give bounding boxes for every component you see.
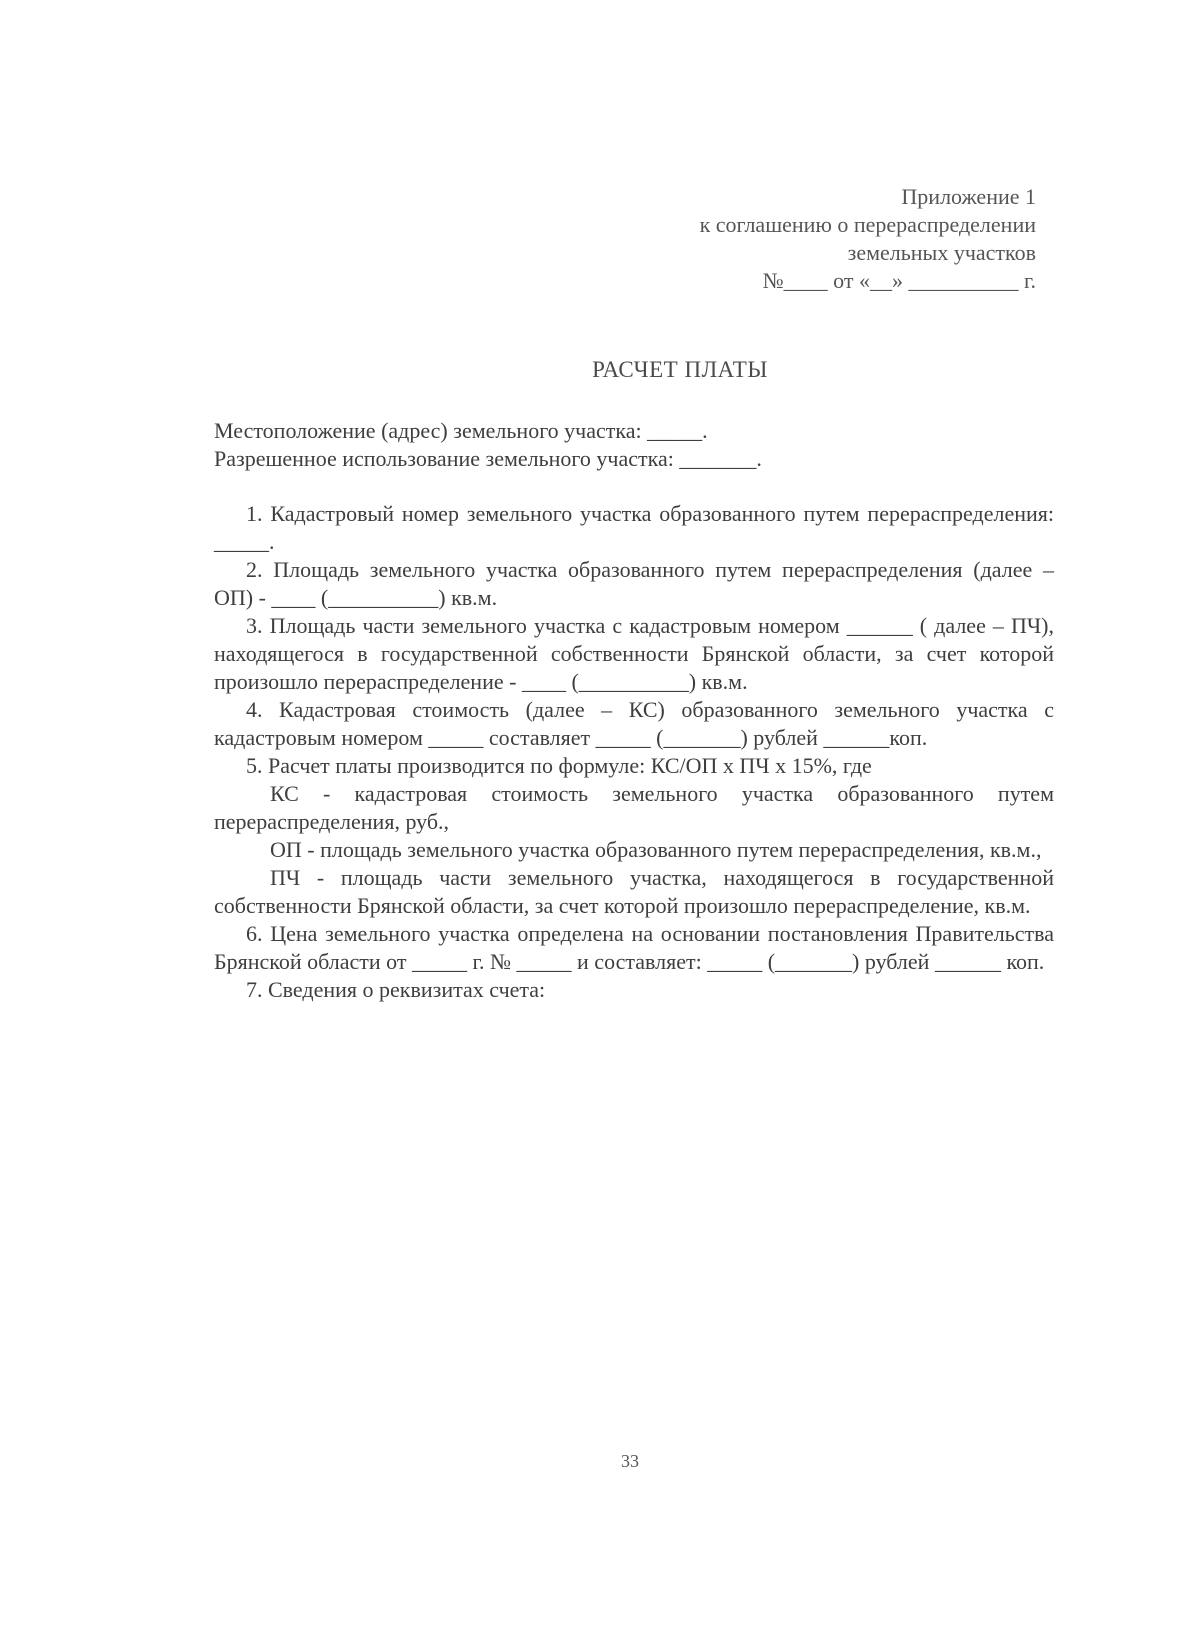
item-account-details: 7. Сведения о реквизитах счета: xyxy=(246,977,546,1002)
item-cadastral-value: 4. Кадастровая стоимость (далее – КС) образованного земельного участка с кадастровым номером _____ составляет _____ (_______) рублей ______коп. xyxy=(214,697,1054,750)
item-price: 6. Цена земельного участка определена на основании постановления Правительства Брянской области от _____ г. № _____ и составляет: _____ (_______) рублей ______ коп. xyxy=(214,921,1054,974)
definition-ks: КС - кадастровая стоимость земельного участка образованного путем перераспределения, руб., xyxy=(214,781,1054,834)
location-usage: Разрешенное использование земельного участка: _______. xyxy=(214,446,762,471)
annex-reference: к соглашению о перераспределении xyxy=(699,212,1036,237)
annex-header xyxy=(700,183,1036,295)
calculation-items xyxy=(214,500,1054,1004)
definition-pch: ПЧ - площадь части земельного участка, находящегося в государственной собственности Брянской области, за счет которой произошло перераспределение, кв.м. xyxy=(214,865,1054,918)
item-area-op: 2. Площадь земельного участка образованного путем перераспределения (далее – ОП) - ____ (__________) кв.м. xyxy=(214,557,1054,610)
item-cadastral-number: 1. Кадастровый номер земельного участка образованного путем перераспределения: _____. xyxy=(214,501,1054,554)
annex-subject: земельных участков xyxy=(847,240,1036,265)
location-block xyxy=(214,417,1054,473)
page-number: 33 xyxy=(621,1451,639,1471)
definition-op: ОП - площадь земельного участка образованного путем перераспределения, кв.м., xyxy=(270,837,1042,862)
annex-number: Приложение 1 xyxy=(901,184,1036,209)
annex-number-date: №____ от «__» __________ г. xyxy=(762,268,1036,293)
item-formula: 5. Расчет платы производится по формуле: КС/ОП х ПЧ х 15%, где xyxy=(246,753,872,778)
location-address: Местоположение (адрес) земельного участка: _____. xyxy=(214,418,708,443)
item-area-pch: 3. Площадь части земельного участка с кадастровым номером ______ ( далее – ПЧ), находящегося в государственной собственности Брянской области, за счет которой произошло перераспределение - ____ (__________) кв.м. xyxy=(214,613,1054,694)
document-title: РАСЧЕТ ПЛАТЫ xyxy=(592,357,768,382)
